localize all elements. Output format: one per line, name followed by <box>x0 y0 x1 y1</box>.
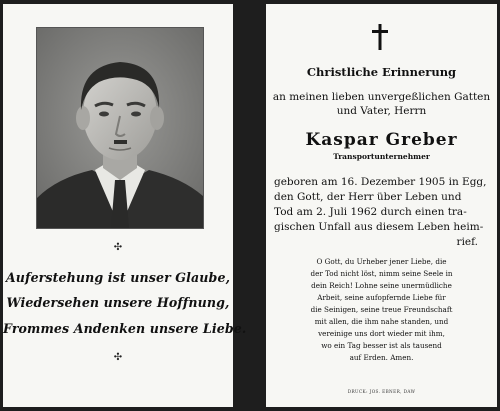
motto-line-3: Frommes Andenken unsere Liebe. <box>3 321 247 336</box>
prayer-line: auf Erden. Amen. <box>349 353 414 362</box>
portrait-photo <box>36 27 204 229</box>
bio-line: gischen Unfall aus diesem Leben heim- <box>274 221 484 233</box>
motto-line-1: Auferstehung ist unser Glaube, <box>5 270 231 285</box>
memorial-heading: Christliche Erinnerung <box>306 65 457 79</box>
deceased-name: Kaspar Greber <box>305 130 458 150</box>
bio-line: geboren am 16. Dezember 1905 in Egg, <box>274 176 487 188</box>
prayer-line: dein Reich! Lohne seine unermüdliche <box>311 281 452 290</box>
prayer-line: Arbeit, seine aufopfernde Liebe für <box>317 293 446 302</box>
intro-line-1: an meinen lieben unvergeßlichen Gatten <box>272 91 491 103</box>
printer-imprint: DRUCK: JOS. EBNER, DAW <box>347 389 416 394</box>
bio-line: den Gott, der Herr über Leben und <box>274 191 462 203</box>
memorial-text-card <box>266 4 497 407</box>
portrait-card <box>3 4 247 407</box>
bio-line: Tod am 2. Juli 1962 durch einen tra- <box>274 206 467 218</box>
portrait-image <box>37 28 203 228</box>
prayer-line: O Gott, du Urheber jener Liebe, die <box>316 257 447 266</box>
prayer-line: der Tod nicht löst, nimm seine Seele in <box>310 269 453 278</box>
prayer-line: vereinige uns dort wieder mit ihm, <box>318 329 445 338</box>
bio-line: rief. <box>456 236 478 248</box>
motto-line-2: Wiedersehen unsere Hoffnung, <box>6 295 230 310</box>
cross-icon <box>370 24 390 50</box>
intro-line-2: und Vater, Herrn <box>336 105 427 117</box>
ornament-top: ✣ <box>113 242 123 253</box>
occupation: Transportunternehmer <box>333 152 430 161</box>
prayer-line: wo ein Tag besser ist als tausend <box>321 341 442 350</box>
prayer-line: die Seinigen, seine treue Freundschaft <box>310 305 453 314</box>
prayer-line: mit allen, die ihm nahe standen, und <box>314 317 449 326</box>
ornament-bottom: ✣ <box>113 352 123 363</box>
